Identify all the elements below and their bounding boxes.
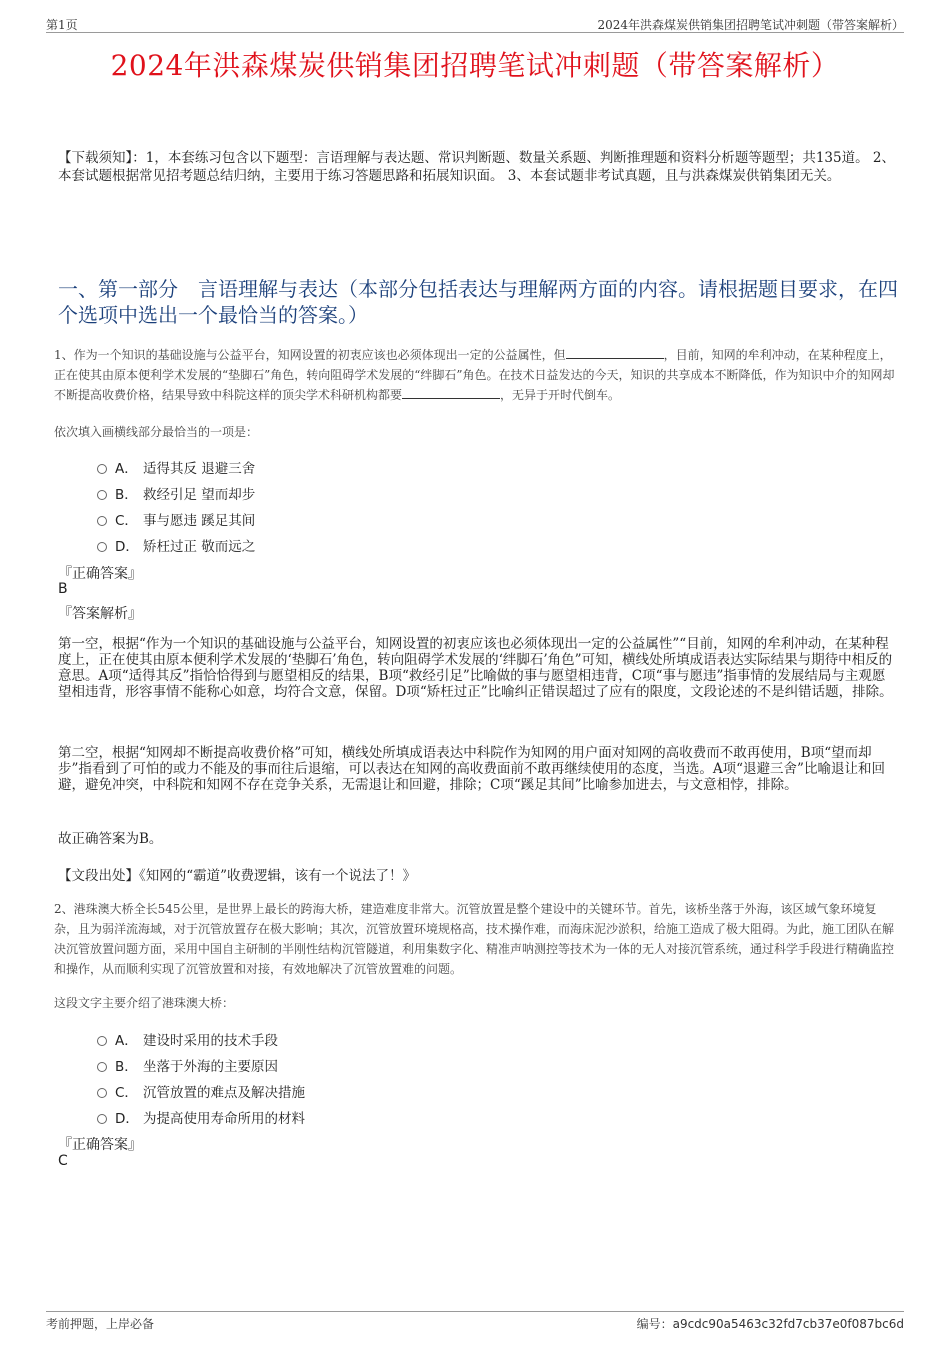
fill-blank-1	[566, 346, 664, 359]
section-heading: 一、第一部分 言语理解与表达（本部分包括表达与理解两方面的内容。请根据题目要求，在四个选项中选出一个最恰当的答案。）	[58, 277, 898, 327]
radio-icon[interactable]	[97, 1088, 107, 1098]
q2-option-a[interactable]: A． 建设时采用的技术手段	[97, 1029, 278, 1049]
q1-answer-label: 『正确答案』	[58, 566, 142, 582]
radio-icon[interactable]	[97, 490, 107, 500]
page-title: 2024年洪森煤炭供销集团招聘笔试冲刺题（带答案解析）	[110, 49, 840, 82]
q1-option-c[interactable]: C． 事与愿违 蹊足其间	[97, 509, 255, 529]
q1-source: 【文段出处】《知网的“霸道”收费逻辑，该有一个说法了！》	[58, 868, 417, 884]
page-header	[46, 14, 904, 33]
q2-answer: C	[58, 1153, 68, 1169]
footer-code: 编号：a9cdc90a5463c32fd7cb37e0f087bc6d	[636, 1317, 904, 1331]
download-notice: 【下载须知】：1，本套练习包含以下题型：言语理解与表达题、常识判断题、数量关系题、判断推理题和资料分析题等题型；共135道。 2、本套试题根据常见招考题总结归纳，主要用于练习答题思路和拓展知识面。 3、本套试题非考试真题，且与洪森煤炭供销集团无关。	[58, 150, 895, 184]
radio-icon[interactable]	[97, 1062, 107, 1072]
q2-option-c[interactable]: C． 沉管放置的难点及解决措施	[97, 1081, 305, 1101]
q1-option-d[interactable]: D． 矫枉过正 敬而远之	[97, 535, 255, 555]
footer-slogan: 考前押题，上岸必备	[46, 1317, 155, 1331]
radio-icon[interactable]	[97, 542, 107, 552]
q1-option-b[interactable]: B． 救经引足 望而却步	[97, 483, 255, 503]
radio-icon[interactable]	[97, 516, 107, 526]
fill-blank-2	[402, 386, 500, 399]
q1-analysis-paragraph-2: 第二空，根据“知网却不断提高收费价格”可知，横线处所填成语表达中科院作为知网的用户面对知网的高收费而不敢再使用，B项“望而却步”指看到了可怕的或力不能及的事而往后退缩，可以表达在知网的高收费面前不敢再继续使用的态度，当选。A项“退避三舍”比喻退让和回避，避免冲突，中科院和知网不存在竞争关系，无需退让和回避，排除；C项“蹊足其间”比喻参加进去，与文意相悖，排除。	[58, 745, 885, 793]
q1-answer: B	[58, 581, 68, 597]
q1-stem: 1、作为一个知识的基础设施与公益平台，知网设置的初衷应该也必须体现出一定的公益属性，但 ，目前，知网的牟利冲动，在某种程度上，正在使其由原本便利学术发展的“垫脚石”角色，转向阻碍学术发展的“绊脚石”角色。在技术日益发达的今天，知识的共享成本不断降低，作为知识中介的知网却不断提高收费价格，结果导致中科院这样的顶尖学术科研机构都要 ，无异于开时代倒车。	[54, 348, 895, 402]
q1-prompt: 依次填入画横线部分最恰当的一项是：	[54, 425, 259, 439]
q2-option-d[interactable]: D． 为提高使用寿命所用的材料	[97, 1107, 305, 1127]
q1-analysis-paragraph-1: 第一空，根据“作为一个知识的基础设施与公益平台，知网设置的初衷应该也必须体现出一定的公益属性”“目前，知网的牟利冲动，在某种程度上，正在使其由原本便利学术发展的‘垫脚石’角色，转向阻碍学术发展的‘绊脚石’角色”可知，横线处所填成语表达实际结果与期待中相反的意思。A项“适得其反”指恰恰得到与愿望相反的结果，B项“救经引足”比喻做的事与愿望相违背，C项“事与愿违”指事情的发展结局与主观愿望相违背，形容事情不能称心如意，均符合文意，保留。D项“矫枉过正”比喻纠正错误超过了应有的限度，文段论述的不是纠错话题，排除。	[58, 636, 893, 700]
radio-icon[interactable]	[97, 464, 107, 474]
q1-analysis-label: 『答案解析』	[58, 606, 142, 622]
q2-prompt: 这段文字主要介绍了港珠澳大桥：	[54, 996, 235, 1010]
q2-stem: 2、港珠澳大桥全长545公里，是世界上最长的跨海大桥，建造难度非常大。沉管放置是整个建设中的关键环节。首先，该桥坐落于外海，该区域气象环境复杂，且为弱洋流海域，对于沉管放置存在极大影响；其次，沉管放置环境规格高，技术操作难，而海床泥沙淤积，给施工造成了极大阻碍。为此，施工团队在解决沉管放置问题方面，采用中国自主研制的半刚性结构沉管隧道，利用集数字化、精准声呐测控等技术为一体的无人对接沉管系统，通过科学手段进行精确监控和操作，从而顺利实现了沉管放置和对接，有效地解决了沉管放置难的问题。	[54, 902, 895, 976]
page-footer	[46, 1311, 904, 1332]
q1-option-a[interactable]: A． 适得其反 退避三舍	[97, 457, 255, 477]
q2-answer-label: 『正确答案』	[58, 1137, 142, 1153]
page-number: 第1页	[46, 18, 78, 32]
radio-icon[interactable]	[97, 1114, 107, 1124]
header-doc-title: 2024年洪森煤炭供销集团招聘笔试冲刺题（带答案解析）	[597, 18, 904, 32]
radio-icon[interactable]	[97, 1036, 107, 1046]
q1-conclusion: 故正确答案为B。	[58, 831, 163, 847]
q2-option-b[interactable]: B． 坐落于外海的主要原因	[97, 1055, 278, 1075]
